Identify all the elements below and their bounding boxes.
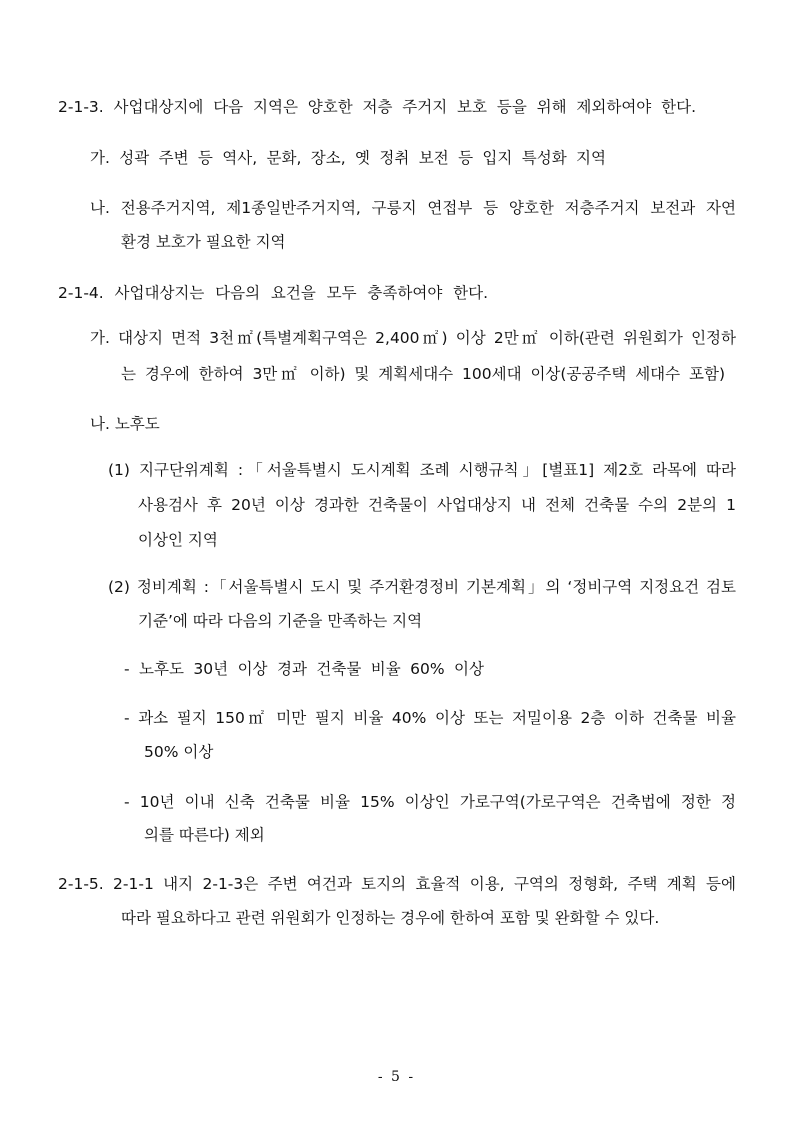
sub-2-line2: 기준’에 따라 다음의 기준을 만족하는 지역 [138, 612, 423, 630]
section-2-1-5-line2: 따라 필요하다고 관련 위원회가 인정하는 경우에 한하여 포함 및 완화할 수 있다. [121, 909, 660, 927]
sub-2-line1: (2) 정비계획 :「서울특별시 도시 및 주거환경정비 기본계획」의 ‘정비구역 지정요건 검토 [108, 578, 736, 596]
item-na-line2: 환경 보호가 필요한 지역 [121, 233, 286, 251]
section-2-1-3-heading: 2-1-3. 사업대상지에 다음 지역은 양호한 저층 주거지 보호 등을 위해 제외하여야 한다. [58, 98, 696, 116]
dash-item-2-line2: 50% 이상 [144, 743, 214, 761]
sub-1-line2: 사용검사 후 20년 이상 경과한 건축물이 사업대상지 내 전체 건축물 수의 2분의 1 [138, 496, 736, 514]
item-na-line1: 나. 전용주거지역, 제1종일반주거지역, 구릉지 연접부 등 양호한 저층주거지 보전과 자연 [90, 199, 736, 217]
dash-item-2-line1: - 과소 필지 150㎡ 미만 필지 비율 40% 이상 또는 저밀이용 2층 이하 건축물 비율 [124, 709, 736, 727]
section-2-1-5-line1: 2-1-5. 2-1-1 내지 2-1-3은 주변 여건과 토지의 효율적 이용, 구역의 정형화, 주택 계획 등에 [58, 875, 736, 893]
sub-1-line1: (1) 지구단위계획 :「서울특별시 도시계획 조례 시행규칙」[별표1] 제2호 라목에 따라 [108, 461, 736, 479]
sub-1-line3: 이상인 지역 [138, 531, 218, 549]
dash-item-1: - 노후도 30년 이상 경과 건축물 비율 60% 이상 [124, 660, 484, 678]
dash-item-3-line1: - 10년 이내 신축 건축물 비율 15% 이상인 가로구역(가로구역은 건축법에 정한 정 [124, 793, 736, 811]
item-ga-line1: 가. 대상지 면적 3천㎡(특별계획구역은 2,400㎡) 이상 2만㎡ 이하(관련 위원회가 인정하 [90, 329, 736, 347]
item-ga-line2: 는 경우에 한하여 3만㎡ 이하) 및 계획세대수 100세대 이상(공공주택 세대수 포함) [121, 365, 725, 383]
item-ga: 가. 성곽 주변 등 역사, 문화, 장소, 옛 정취 보전 등 입지 특성화 지역 [90, 149, 606, 167]
item-na-aging: 나. 노후도 [90, 415, 160, 433]
section-2-1-4-heading: 2-1-4. 사업대상지는 다음의 요건을 모두 충족하여야 한다. [58, 284, 488, 302]
dash-item-3-line2: 의를 따른다) 제외 [144, 826, 265, 844]
page-number: - 5 - [377, 1069, 416, 1085]
